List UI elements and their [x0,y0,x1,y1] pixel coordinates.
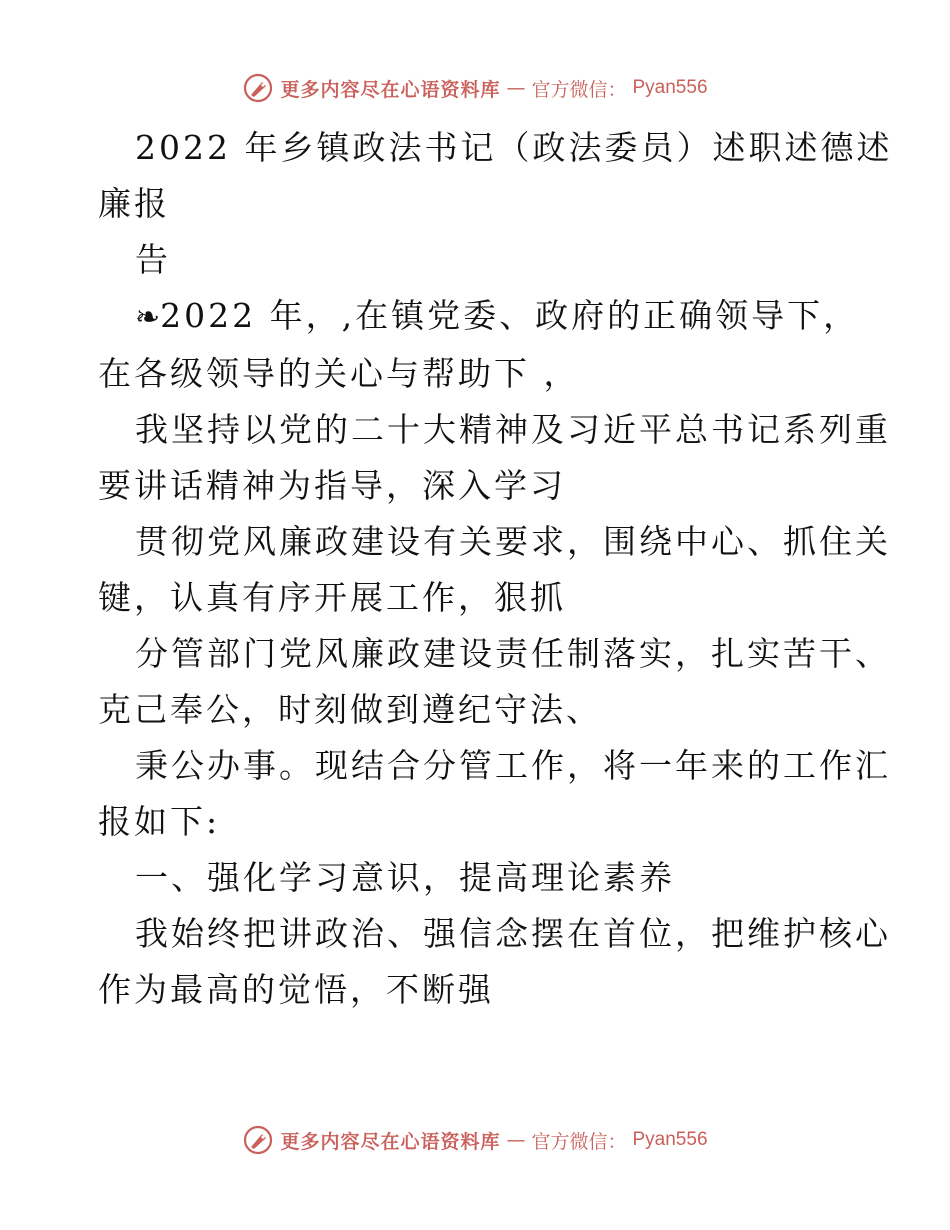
paragraph-line: 分管部门党风廉政建设责任制落实，扎实苦干、 [135,634,891,673]
header-watermark [0,72,950,104]
paragraph-line: 报如下: [98,802,221,841]
flourish-icon: ❧ [135,300,161,335]
paragraph-text: 2022 年，,在镇党委、政府的正确领导下， [160,296,860,335]
paragraph-line: 我坚持以党的二十大精神及习近平总书记系列重 [135,410,891,449]
paragraph-line: 秉公办事。现结合分管工作，将一年来的工作汇 [135,746,891,785]
watermark-wechat-id: Pyan556 [632,77,708,98]
watermark-brand: 更多内容尽在心语资料库 [280,1130,501,1153]
title-line-3: 告 [135,240,171,279]
paragraph-line [98,288,858,346]
watermark-brand: 更多内容尽在心语资料库 [280,78,501,101]
pen-nib-circle-icon [242,72,274,104]
paragraph-line: 作为最高的觉悟，不断强 [98,970,494,1009]
paragraph-line: 贯彻党风廉政建设有关要求，围绕中心、抓住关 [135,522,891,561]
watermark-separator: — [506,1129,526,1151]
footer-watermark [0,1124,950,1156]
paragraph-line: 我始终把讲政治、强信念摆在首位，把维护核心 [135,914,891,953]
paragraph-line: 键，认真有序开展工作，狠抓 [98,578,566,617]
section-heading: 一、强化学习意识，提高理论素养 [135,858,675,897]
paragraph-line: 克己奉公，时刻做到遵纪守法、 [98,690,602,729]
watermark-label: 官方微信： [531,1130,627,1153]
watermark-separator: — [506,77,526,99]
pen-nib-circle-icon [242,1124,274,1156]
paragraph-line: 在各级领导的关心与帮助下 ， [98,354,580,393]
paragraph-line: 要讲话精神为指导，深入学习 [98,466,566,505]
watermark-label: 官方微信： [531,78,627,101]
title-line-2: 廉报 [98,184,170,223]
title-line-1: 2022 年乡镇政法书记（政法委员）述职述德述 [135,128,893,167]
document-body [98,120,893,1018]
watermark-wechat-id: Pyan556 [632,1129,708,1150]
